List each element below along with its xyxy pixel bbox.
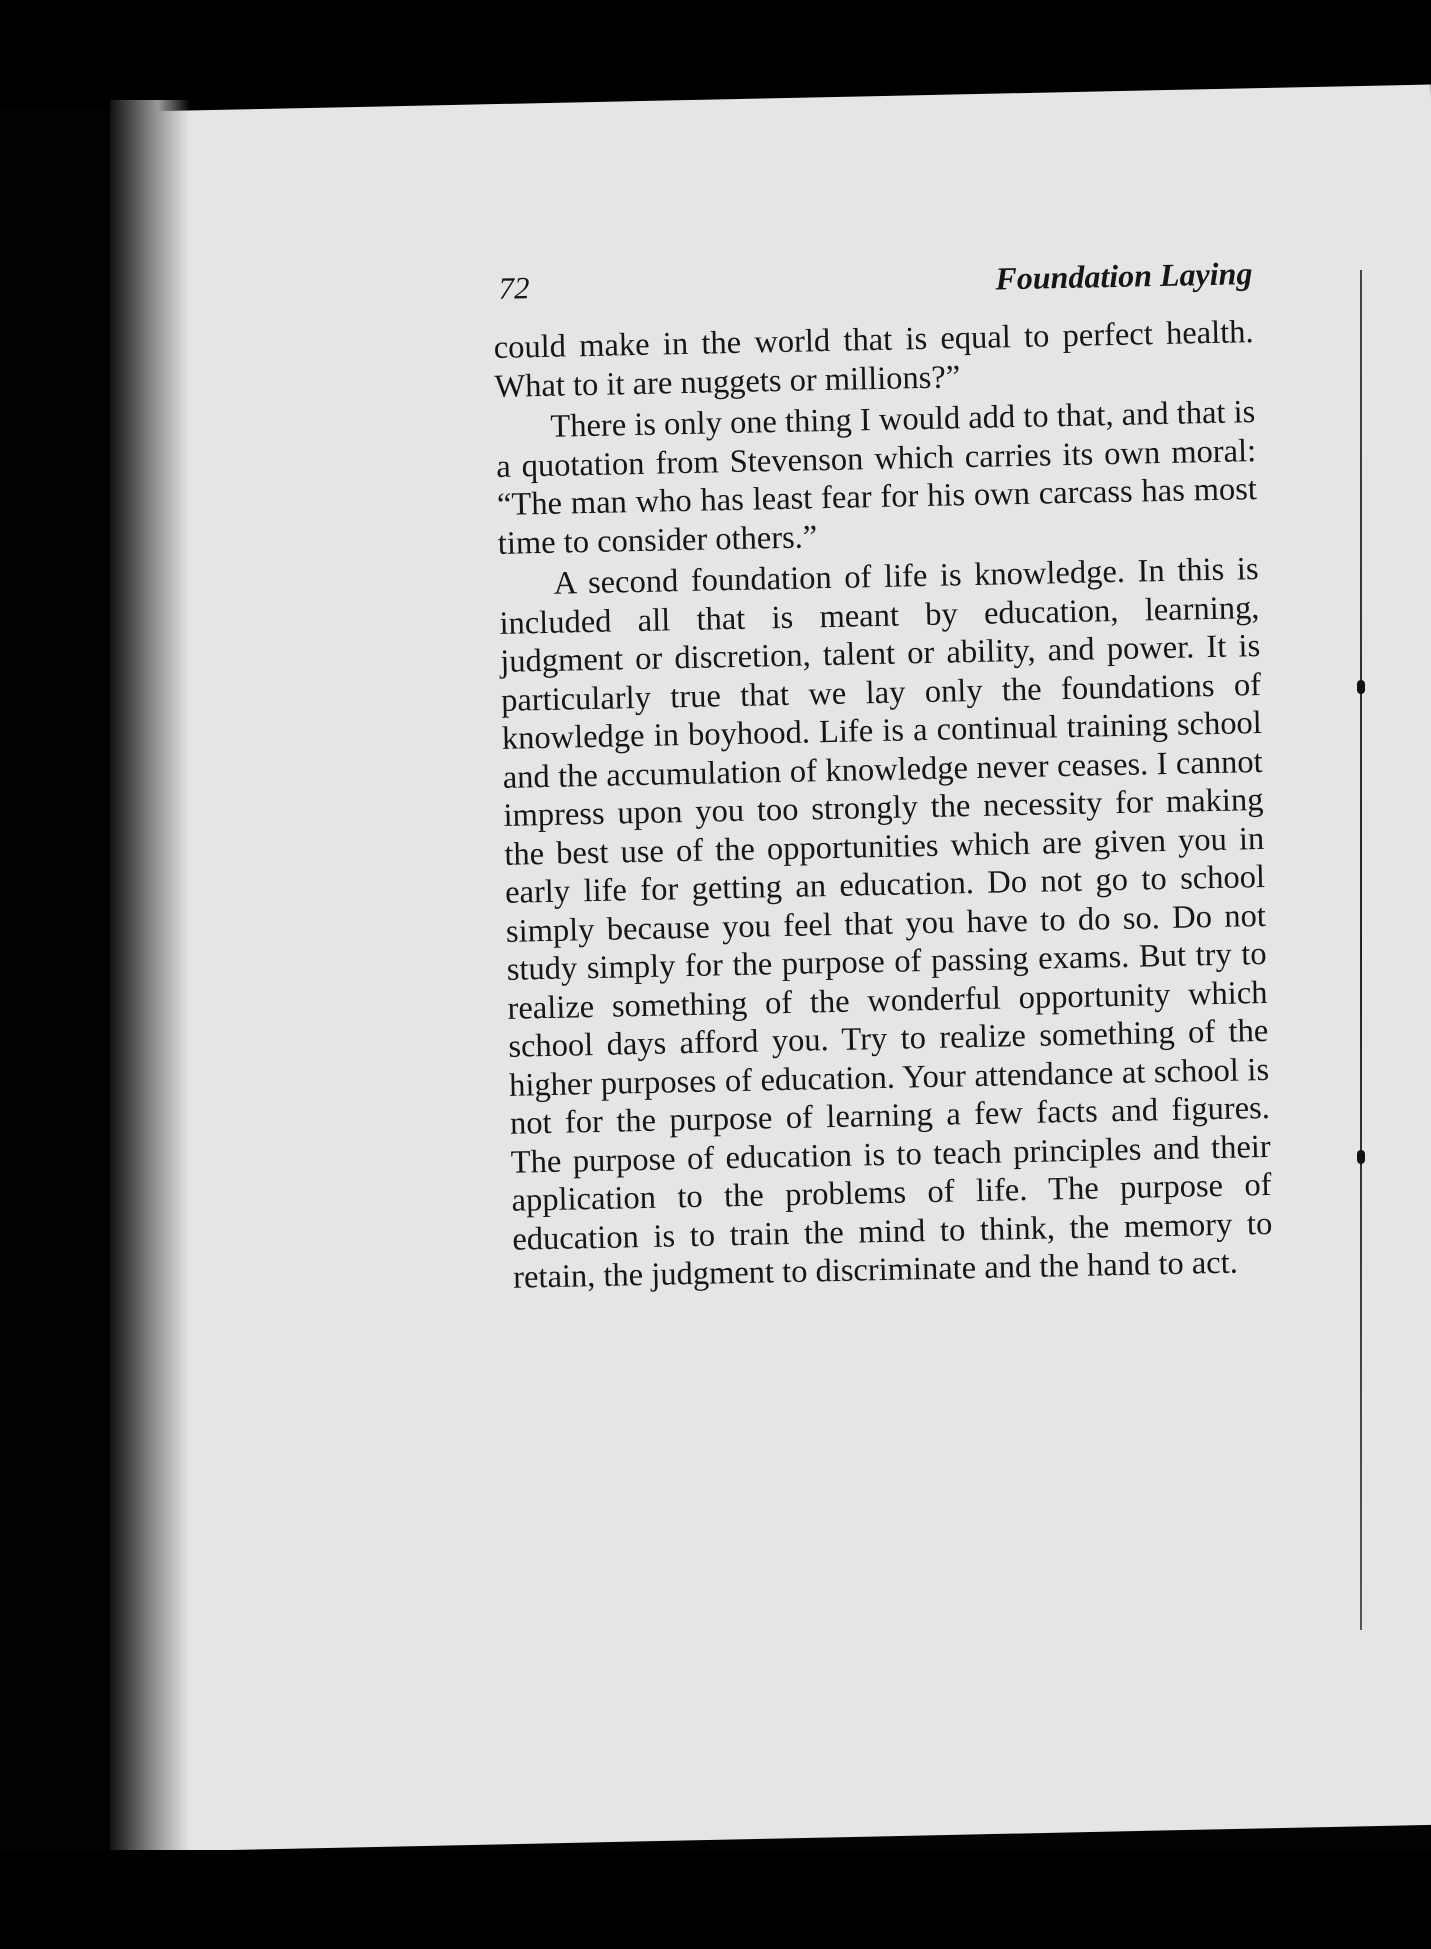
text-block [492, 249, 1273, 1297]
paragraph: could make in the world that is equal to perfect health. What to it are nuggets or millions?” [493, 314, 1254, 405]
facing-page-edge [1360, 270, 1362, 1630]
running-title: Foundation Laying [995, 255, 1253, 297]
page-number: 72 [498, 270, 530, 306]
edge-mark [1357, 1150, 1365, 1164]
paragraph: A second foundation of life is knowledge. In this is included all that is meant by education, learning, judgment or discretion, talent or ability, and power. It is particularly true that we lay only the foundations of knowledge in boyhood. Life is a continual training school and the accumulation of knowledge never ceases. I cannot impress upon you too strongly the necessity for making the best use of the opportunities which are given you in early life for getting an education. Do not go to school simply because you feel that you have to do so. Do not study simply for the purpose of passing exams. But try to realize something of the wonderful opportunity which school days afford you. Try to realize something of the higher purposes of education. Your attendance at school is not for the purpose of learning a few facts and figures. The purpose of education is to teach principles and their application to the problems of life. The purpose of education is to train the mind to think, the memory to retain, the judgment to discriminate and the hand to act. [499, 551, 1273, 1296]
edge-mark [1357, 680, 1365, 694]
binding-gutter-shadow [110, 100, 190, 1880]
scan-bottom-border [0, 1850, 1431, 1949]
paragraph: There is only one thing I would add to that, and that is a quotation from Stevenson which carries its own moral: “The man who has least fear for his own carcass has most time to consider others.” [495, 394, 1258, 562]
